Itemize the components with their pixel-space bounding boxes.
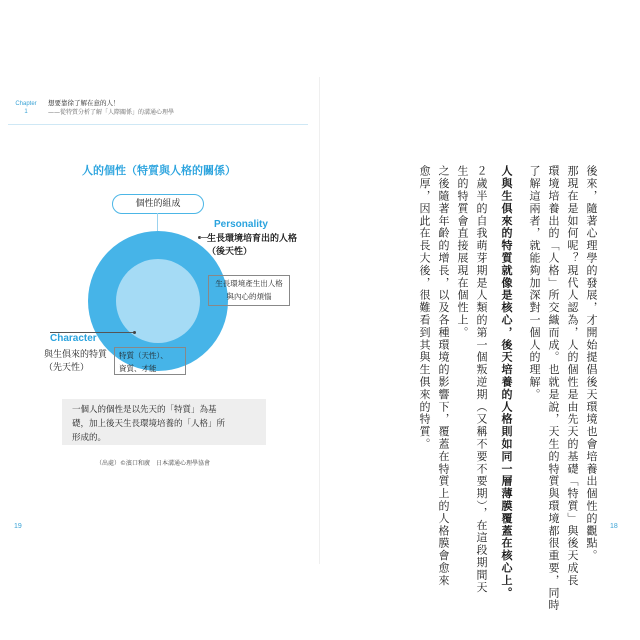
personality-box-line-2: 與內心的煩惱: [226, 292, 272, 301]
body-column: 後來，隨著心理學的發展，才開始提倡後天環境也會培養出個性的觀點。: [585, 165, 598, 562]
note-line-3: 形成的。: [72, 433, 107, 443]
chapter-label: [8, 100, 44, 116]
page-number-right: 18: [610, 523, 618, 530]
chapter-title: [48, 99, 174, 117]
character-box: [114, 347, 186, 375]
figure-pill-label: 個性的組成: [112, 194, 204, 214]
character-desc-line-1: 與生俱來的特質: [44, 350, 108, 360]
page-number-left: 19: [14, 523, 22, 530]
body-column: 了解這兩者，就能夠加深對一個人的理解。: [528, 165, 541, 401]
body-column: 生的特質會直接展現在個性上。: [456, 165, 469, 339]
character-label: Character: [50, 333, 97, 344]
body-column: ２歲半的自我萌芽期是人類的第一個叛逆期（又稱不要不要期），在這段期間天: [475, 165, 488, 594]
character-desc-line-2: （先天性）: [44, 363, 90, 373]
character-circle: [116, 259, 200, 343]
chapter-number: 1: [24, 109, 28, 115]
book-spine: [319, 77, 320, 564]
personality-label: Personality: [214, 219, 268, 230]
body-column: 那現在是如何呢？現代人認為，人的個性是由先天的基礎「特質」與後天成長: [566, 165, 579, 587]
personality-box: [208, 275, 290, 306]
header-divider: [8, 124, 308, 125]
character-box-line-1: 特質（天性）、: [119, 351, 168, 360]
summary-note: [62, 399, 266, 445]
chapter-label-text: Chapter: [15, 101, 37, 107]
body-column: 愈厚，因此在長大後，很難看到其與生俱來的特質。: [418, 165, 431, 451]
figure-title: 人的個性（特質與人格的關係）: [82, 164, 236, 177]
chapter-main-title: 想要靠徐了解在意的人！: [48, 99, 120, 107]
note-line-1: 一個人的個性是以先天的「特質」為基: [72, 405, 217, 415]
body-column: 環境培養出的「人格」所交織而成。也就是說，天生的特質與環境都很重要，同時: [547, 165, 560, 612]
body-column: 之後隨著年齡的增長，以及各種環境的影響下，覆蓋在特質上的人格膜會愈來: [437, 165, 450, 587]
pill-connector: [157, 213, 158, 231]
personality-box-line-1: 生長環境產生出人格: [215, 279, 283, 288]
character-description: [44, 349, 114, 375]
note-line-2: 礎，加上後天生長環境培養的「人格」所: [72, 419, 226, 429]
figure-source: （出處）©濱口和廣 日本溝通心理學協會: [96, 460, 211, 467]
chapter-subtitle: ——從特質分析了解「人際關係」的溝通心理學: [48, 109, 175, 116]
personality-description: 生長環境培育出的人格（後天性）: [207, 234, 298, 257]
character-dot: [133, 331, 136, 334]
body-column-emphasis: 人與生俱來的特質就像是核心，後天培養的人格則如同一層薄膜覆蓋在核心上。: [500, 165, 513, 599]
character-box-line-2: 資質、才能: [119, 364, 157, 373]
